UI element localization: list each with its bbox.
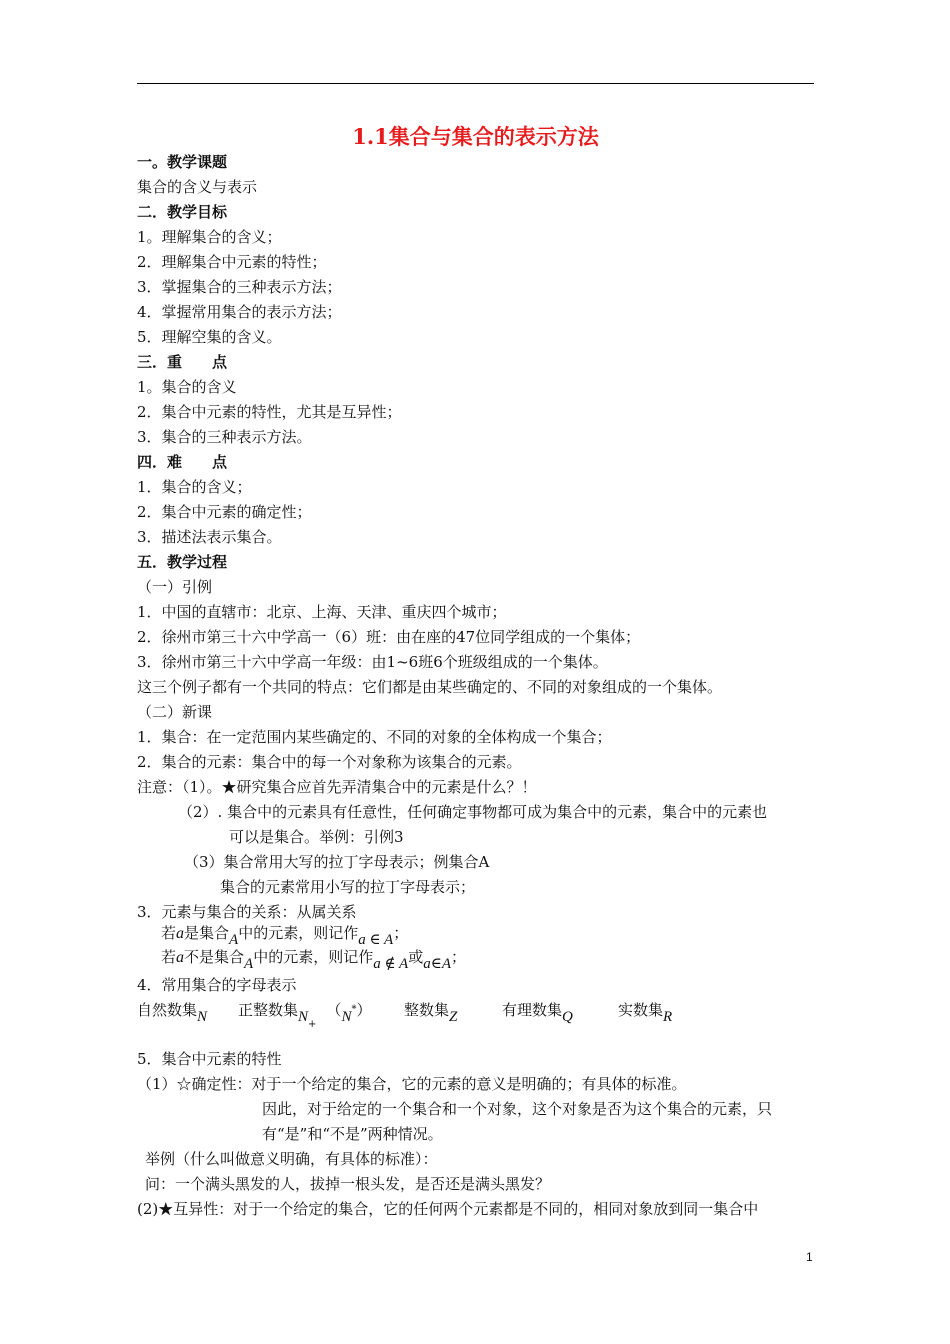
subsection-new-lesson: （二）新课 (137, 703, 213, 721)
example-item: 2．徐州市第三十六中学高一（6）班：由在座的47位同学组成的一个集体； (137, 628, 641, 646)
natural-numbers: 自然数集N (137, 1001, 208, 1025)
topic-text: 集合的含义与表示 (137, 178, 258, 196)
common-sets-heading: 4．常用集合的字母表示 (137, 976, 297, 994)
goal-item: 3．掌握集合的三种表示方法； (137, 278, 342, 296)
example-item: 3．徐州市第三十六中学高一年级：由1~6班6个班级组成的一个集体。 (137, 653, 608, 671)
section-heading-key-points: 三．重 点 (137, 353, 228, 371)
symbol-N-plus: N (298, 1009, 309, 1025)
header-rule (137, 83, 814, 84)
difficulty-item: 1．集合的含义； (137, 478, 252, 496)
symbol-R: R (663, 1009, 673, 1025)
note-2: （2）. 集合中的元素具有任意性，任何确定事物都可成为集合中的元素，集合中的元素也 (178, 803, 768, 821)
definiteness-example: 举例（什么叫做意义明确，有具体的标准）： (145, 1150, 438, 1168)
math-a-notin-A: a ∉ A (373, 956, 409, 972)
property-distinctness: (2)★互异性：对于一个给定的集合，它的任何两个元素都是不同的，相同对象放到同一集合中 (137, 1200, 759, 1218)
section-heading-topic: 一。教学课题 (137, 153, 228, 171)
element-set-relation: 3．元素与集合的关系：从属关系 (137, 903, 357, 921)
math-a-notin-A-alt: a∈A (423, 956, 452, 972)
symbol-Q: Q (562, 1009, 573, 1025)
real-numbers: 实数集R (618, 1001, 673, 1025)
integers: 整数集Z (404, 1001, 458, 1025)
difficulty-item: 2．集合中元素的确定性； (137, 503, 312, 521)
property-definiteness-continued-2: 有“是”和“不是”两种情况。 (262, 1125, 443, 1143)
element-properties-heading: 5．集合中元素的特性 (137, 1050, 282, 1068)
definition-set: 1．集合：在一定范围内某些确定的、不同的对象的全体构成一个集合； (137, 728, 612, 746)
example-item: 1．中国的直辖市：北京、上海、天津、重庆四个城市； (137, 603, 507, 621)
section-heading-process: 五．教学过程 (137, 553, 228, 571)
definition-element: 2．集合的元素：集合中的每一个对象称为该集合的元素。 (137, 753, 522, 771)
math-a-in-A: a ∈ A (358, 932, 394, 948)
page-number: 1 (806, 1250, 813, 1264)
property-definiteness-continued: 因此，对于给定的一个集合和一个对象，这个对象是否为这个集合的元素，只 (262, 1100, 773, 1118)
symbol-N: N (197, 1009, 208, 1025)
note-3-continued: 集合的元素常用小写的拉丁字母表示； (220, 878, 476, 896)
note-1: 注意：（1）。★研究集合应首先弄清集合中的元素是什么？！ (137, 778, 537, 796)
note-3: （3）集合常用大写的拉丁字母表示；例集合A (184, 853, 490, 871)
positive-integers: 正整数集$N_+(N^*)$ (238, 1001, 372, 1030)
relation-belongs: 若a是集合A中的元素，则记作a ∈ A； (161, 924, 409, 948)
symbol-N-star: N (341, 1009, 352, 1025)
math-A: A (244, 956, 254, 972)
examples-summary: 这三个例子都有一个共同的特点：它们都是由某些确定的、不同的对象组成的一个集体。 (137, 678, 723, 696)
rational-numbers: 有理数集Q (502, 1001, 573, 1025)
relation-not-belongs: 若a不是集合A中的元素，则记作a ∉ A或a∈A； (161, 948, 467, 972)
definiteness-question: 问：一个满头黑发的人，拔掉一根头发，是否还是满头黑发？ (145, 1175, 551, 1193)
key-point-item: 2．集合中元素的特性，尤其是互异性； (137, 403, 402, 421)
math-a: a (176, 949, 185, 966)
key-point-item: 1。集合的含义 (137, 378, 237, 396)
page-title: 1.1集合与集合的表示方法 (352, 124, 599, 149)
key-point-item: 3．集合的三种表示方法。 (137, 428, 312, 446)
math-a: a (176, 925, 185, 942)
math-A: A (229, 932, 239, 948)
section-heading-goals: 二．教学目标 (137, 203, 228, 221)
property-definiteness: （1）☆确定性：对于一个给定的集合，它的元素的意义是明确的；有具体的标准。 (137, 1075, 687, 1093)
goal-item: 5．理解空集的含义。 (137, 328, 282, 346)
note-2-continued: 可以是集合。举例：引例3 (229, 828, 404, 846)
difficulty-item: 3．描述法表示集合。 (137, 528, 282, 546)
section-heading-difficulties: 四．难 点 (137, 453, 228, 471)
goal-item: 4．掌握常用集合的表示方法； (137, 303, 342, 321)
subsection-intro: （一）引例 (137, 578, 213, 596)
symbol-Z: Z (449, 1009, 458, 1025)
goal-item: 2．理解集合中元素的特性； (137, 253, 327, 271)
goal-item: 1。理解集合的含义； (137, 228, 282, 246)
